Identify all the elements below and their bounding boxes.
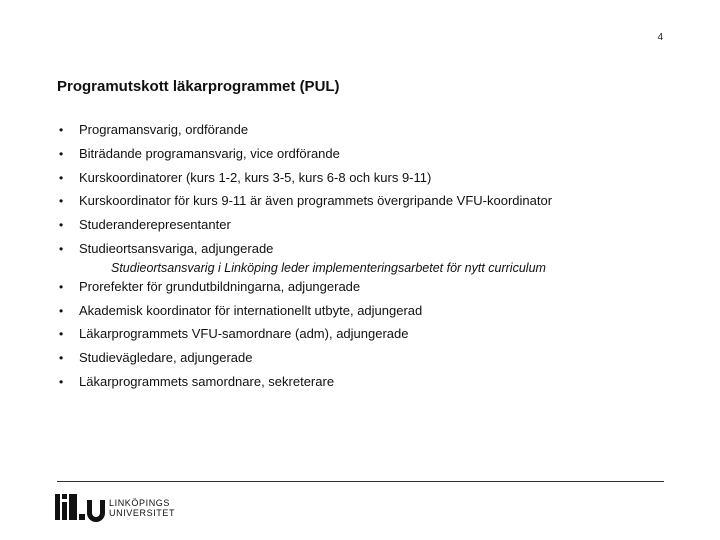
liu-logo-icon — [55, 492, 105, 522]
list-item-text: Kurskoordinator för kurs 9-11 är även programmets övergripande VFU-koordinator — [79, 193, 553, 209]
list-item-text: Akademisk koordinator för internationellt utbyte, adjungerad — [79, 302, 423, 318]
list-item — [57, 193, 687, 209]
bullet-icon: • — [59, 218, 64, 233]
bullet-icon: • — [59, 123, 64, 137]
list-item — [57, 279, 687, 295]
bullet-icon: • — [59, 303, 64, 318]
list-item-text: Studieortsansvariga, adjungerade — [79, 240, 274, 256]
list-item — [57, 303, 687, 319]
bullet-icon: • — [59, 279, 64, 294]
list-item — [57, 146, 687, 162]
bullet-icon: • — [59, 374, 64, 389]
list-item — [57, 217, 687, 233]
bullet-icon: • — [59, 241, 64, 256]
list-item — [57, 374, 687, 390]
member-list — [57, 122, 687, 398]
list-item-text: Studeranderepresentanter — [79, 217, 231, 233]
bullet-icon: • — [59, 327, 64, 342]
list-item-note: Studieortsansvarig i Linköping leder implementeringsarbetet för nytt curriculum — [111, 260, 546, 275]
list-item-text: Läkarprogrammets samordnare, sekreterare — [79, 373, 335, 389]
bullet-icon: • — [59, 170, 64, 185]
list-item-text: Läkarprogrammets VFU-samordnare (adm), adjungerade — [79, 326, 409, 342]
list-item — [57, 122, 687, 138]
list-item-text: Kurskoordinatorer (kurs 1-2, kurs 3-5, kurs 6-8 och kurs 9-11) — [79, 169, 432, 185]
slide-title: Programutskott läkarprogrammet (PUL) — [57, 78, 340, 95]
logo-line-1: LINKÖPINGS — [109, 498, 171, 508]
footer-divider — [57, 481, 664, 482]
list-item — [57, 350, 687, 366]
logo-wordmark — [109, 498, 175, 518]
list-item-text: Programansvarig, ordförande — [79, 122, 249, 137]
bullet-icon: • — [59, 194, 64, 209]
bullet-icon: • — [59, 351, 64, 366]
logo-line-2: UNIVERSITET — [109, 508, 176, 518]
page-number: 4 — [657, 32, 663, 43]
university-logo — [55, 492, 205, 522]
list-item — [57, 170, 687, 186]
list-item — [57, 241, 687, 276]
list-item-text: Studievägledare, adjungerade — [79, 350, 253, 366]
list-item — [57, 326, 687, 342]
bullet-icon: • — [59, 146, 64, 161]
list-item-text: Biträdande programansvarig, vice ordförande — [79, 145, 340, 161]
list-item-text: Prorefekter för grundutbildningarna, adjungerade — [79, 278, 361, 294]
